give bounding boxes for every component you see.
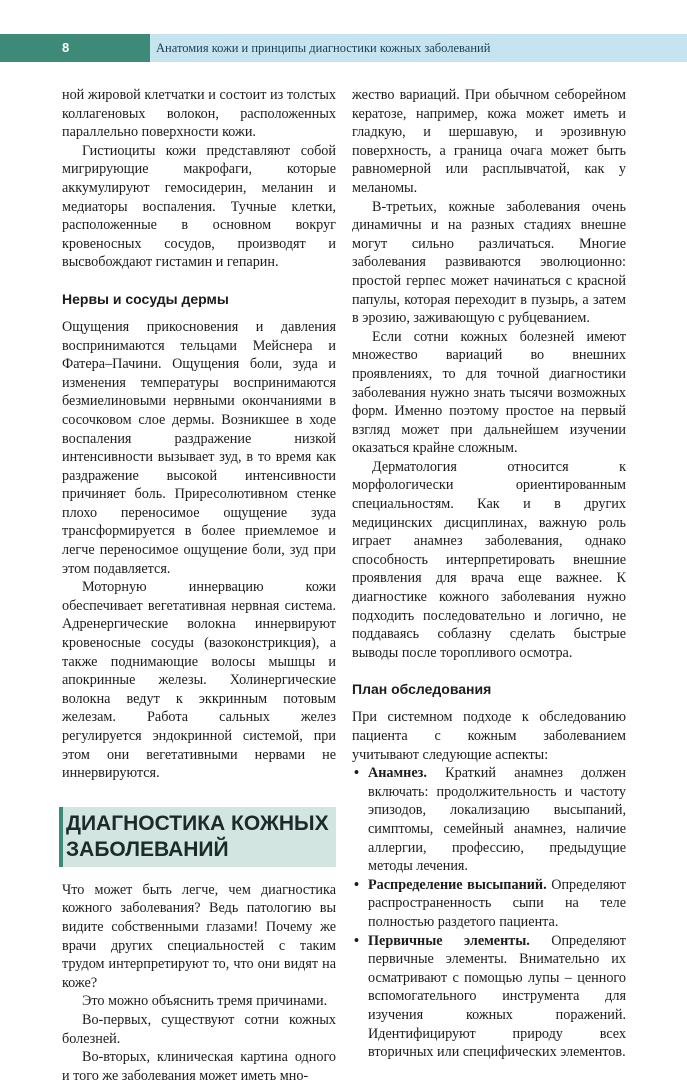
section-title: ДИАГНОСТИКА КОЖНЫХ ЗАБОЛЕВАНИЙ: [66, 811, 329, 861]
paragraph: Ощущения прикосновения и давления воспринимаются тельцами Мейснера и Фатера–Пачини. Ощущения боли, зуда и изменения температуры воспринимаются безмиелиновыми нервными окончаниями в сосочковом слое дермы. Возникшее в ходе воспаления раздражение низкой интенсивности вызывает зуд, в то время как раздражение высокой интенсивности причиняет боль. Приресолютивном стенке плохо переносимое ощущение зуда трансформируется в более приемлемое и легче переносимое ощущение боли, зуд при этом подавляется.: [62, 318, 336, 577]
list-item: [352, 932, 626, 1062]
left-column: [62, 86, 336, 1085]
running-title: Анатомия кожи и принципы диагностики кожных заболеваний: [150, 34, 687, 62]
list-item-term: Распределение высыпаний.: [368, 876, 547, 893]
paragraph: Гистиоциты кожи представляют собой мигрирующие макрофаги, которые аккумулируют гемосидерин, меланин и медиаторы воспаления. Тучные клетки, расположенные в основном вокруг кровеносных сосудов, производят и высвобождают гистамин и гепарин.: [62, 142, 336, 271]
aspects-list: [352, 764, 626, 1062]
paragraph: жество вариаций. При обычном себорейном кератозе, например, кожа может иметь и гладкую, и шершавую, и эрозивную поверхность, а граница очага может быть равномерной или расплывчатой, как у меланомы.: [352, 87, 626, 196]
list-item-text: Краткий анамнез должен включать: продолжительность и частоту эпизодов, локализацию высыпаний, симптомы, семейный анамнез, наличие аллергии, профессию, предыдущие методы лечения.: [368, 765, 626, 875]
paragraph: Это можно объяснить тремя причинами.: [82, 993, 328, 1010]
list-item: [352, 876, 626, 932]
section-heading-box: [59, 807, 336, 867]
paragraph: Во-вторых, клиническая картина одного и того же заболевания может иметь мно-: [62, 1049, 336, 1084]
paragraph: Что может быть легче, чем диагностика кожного заболевания? Ведь патологию вы видите собственными глазами! Почему же врачи других специальностей с таким трудом интерпретируют то, что они видят на коже?: [62, 881, 336, 991]
list-item-text: Определяют первичные элементы. Внимательно их осматривают с помощью лупы – ценного вспомогательного инструмента для изучения кожных поражений. Идентифицируют природу всех вторичных или специфических элементов.: [368, 932, 626, 1061]
page-number: 8: [0, 34, 150, 62]
list-item-text: Определяют распространенность сыпи на теле полностью раздетого пациента.: [368, 876, 626, 930]
paragraph: Если сотни кожных болезней имеют множество вариаций во внешних проявлениях, то для точной диагностики заболевания нужно знать тысячи возможных форм. Именно поэтому простое на первый взгляд может при дальнейшем изучении оказаться крайне сложным.: [352, 328, 626, 457]
subheading-nerves: Нервы и сосуды дермы: [62, 290, 229, 307]
paragraph: Моторную иннервацию кожи обеспечивает вегетативная нервная система. Адренергические волокна иннервируют кровеносные сосуды (вазоконстрикция), а также поднимающие волосы мышцы и апокринные железы. Холинергические волокна ведут к эккринным потовым железам. Работа сальных желез регулируется эндокринной системой, при этом они вегетативными нервами не иннервируются.: [62, 579, 336, 782]
right-column: [352, 86, 626, 1062]
paragraph: Во-первых, существуют сотни кожных болезней.: [62, 1011, 336, 1047]
paragraph: ной жировой клетчатки и состоит из толстых коллагеновых волокон, расположенных параллельно поверхности кожи.: [62, 87, 336, 141]
paragraph: При системном подходе к обследованию пациента с кожным заболеванием учитывают следующие аспекты:: [352, 709, 626, 763]
paragraph: Дерматология относится к морфологически ориентированным специальностям. Как и в других медицинских дисциплинах, важную роль играет анамнез заболевания, однако способность интерпретировать внешние проявления для врача еще важнее. К диагностике кожного заболевания нужно подходить последовательно и логично, не поддаваясь соблазну сделать быстрые выводы после торопливого осмотра.: [352, 458, 626, 661]
page-header: [0, 34, 687, 62]
list-item: [352, 764, 626, 876]
subheading-exam-plan: План обследования: [352, 681, 492, 698]
list-item-term: Анамнез.: [368, 765, 427, 782]
paragraph: В-третьих, кожные заболевания очень динамичны и на разных стадиях внешне могут сильно различаться. Многие заболевания развиваются эволюционно: простой герпес может начинаться с красной папулы, которая переходит в пузырь, а затем в эрозию, заживающую с рубцеванием.: [352, 198, 626, 327]
list-item-term: Первичные элементы.: [368, 932, 530, 949]
